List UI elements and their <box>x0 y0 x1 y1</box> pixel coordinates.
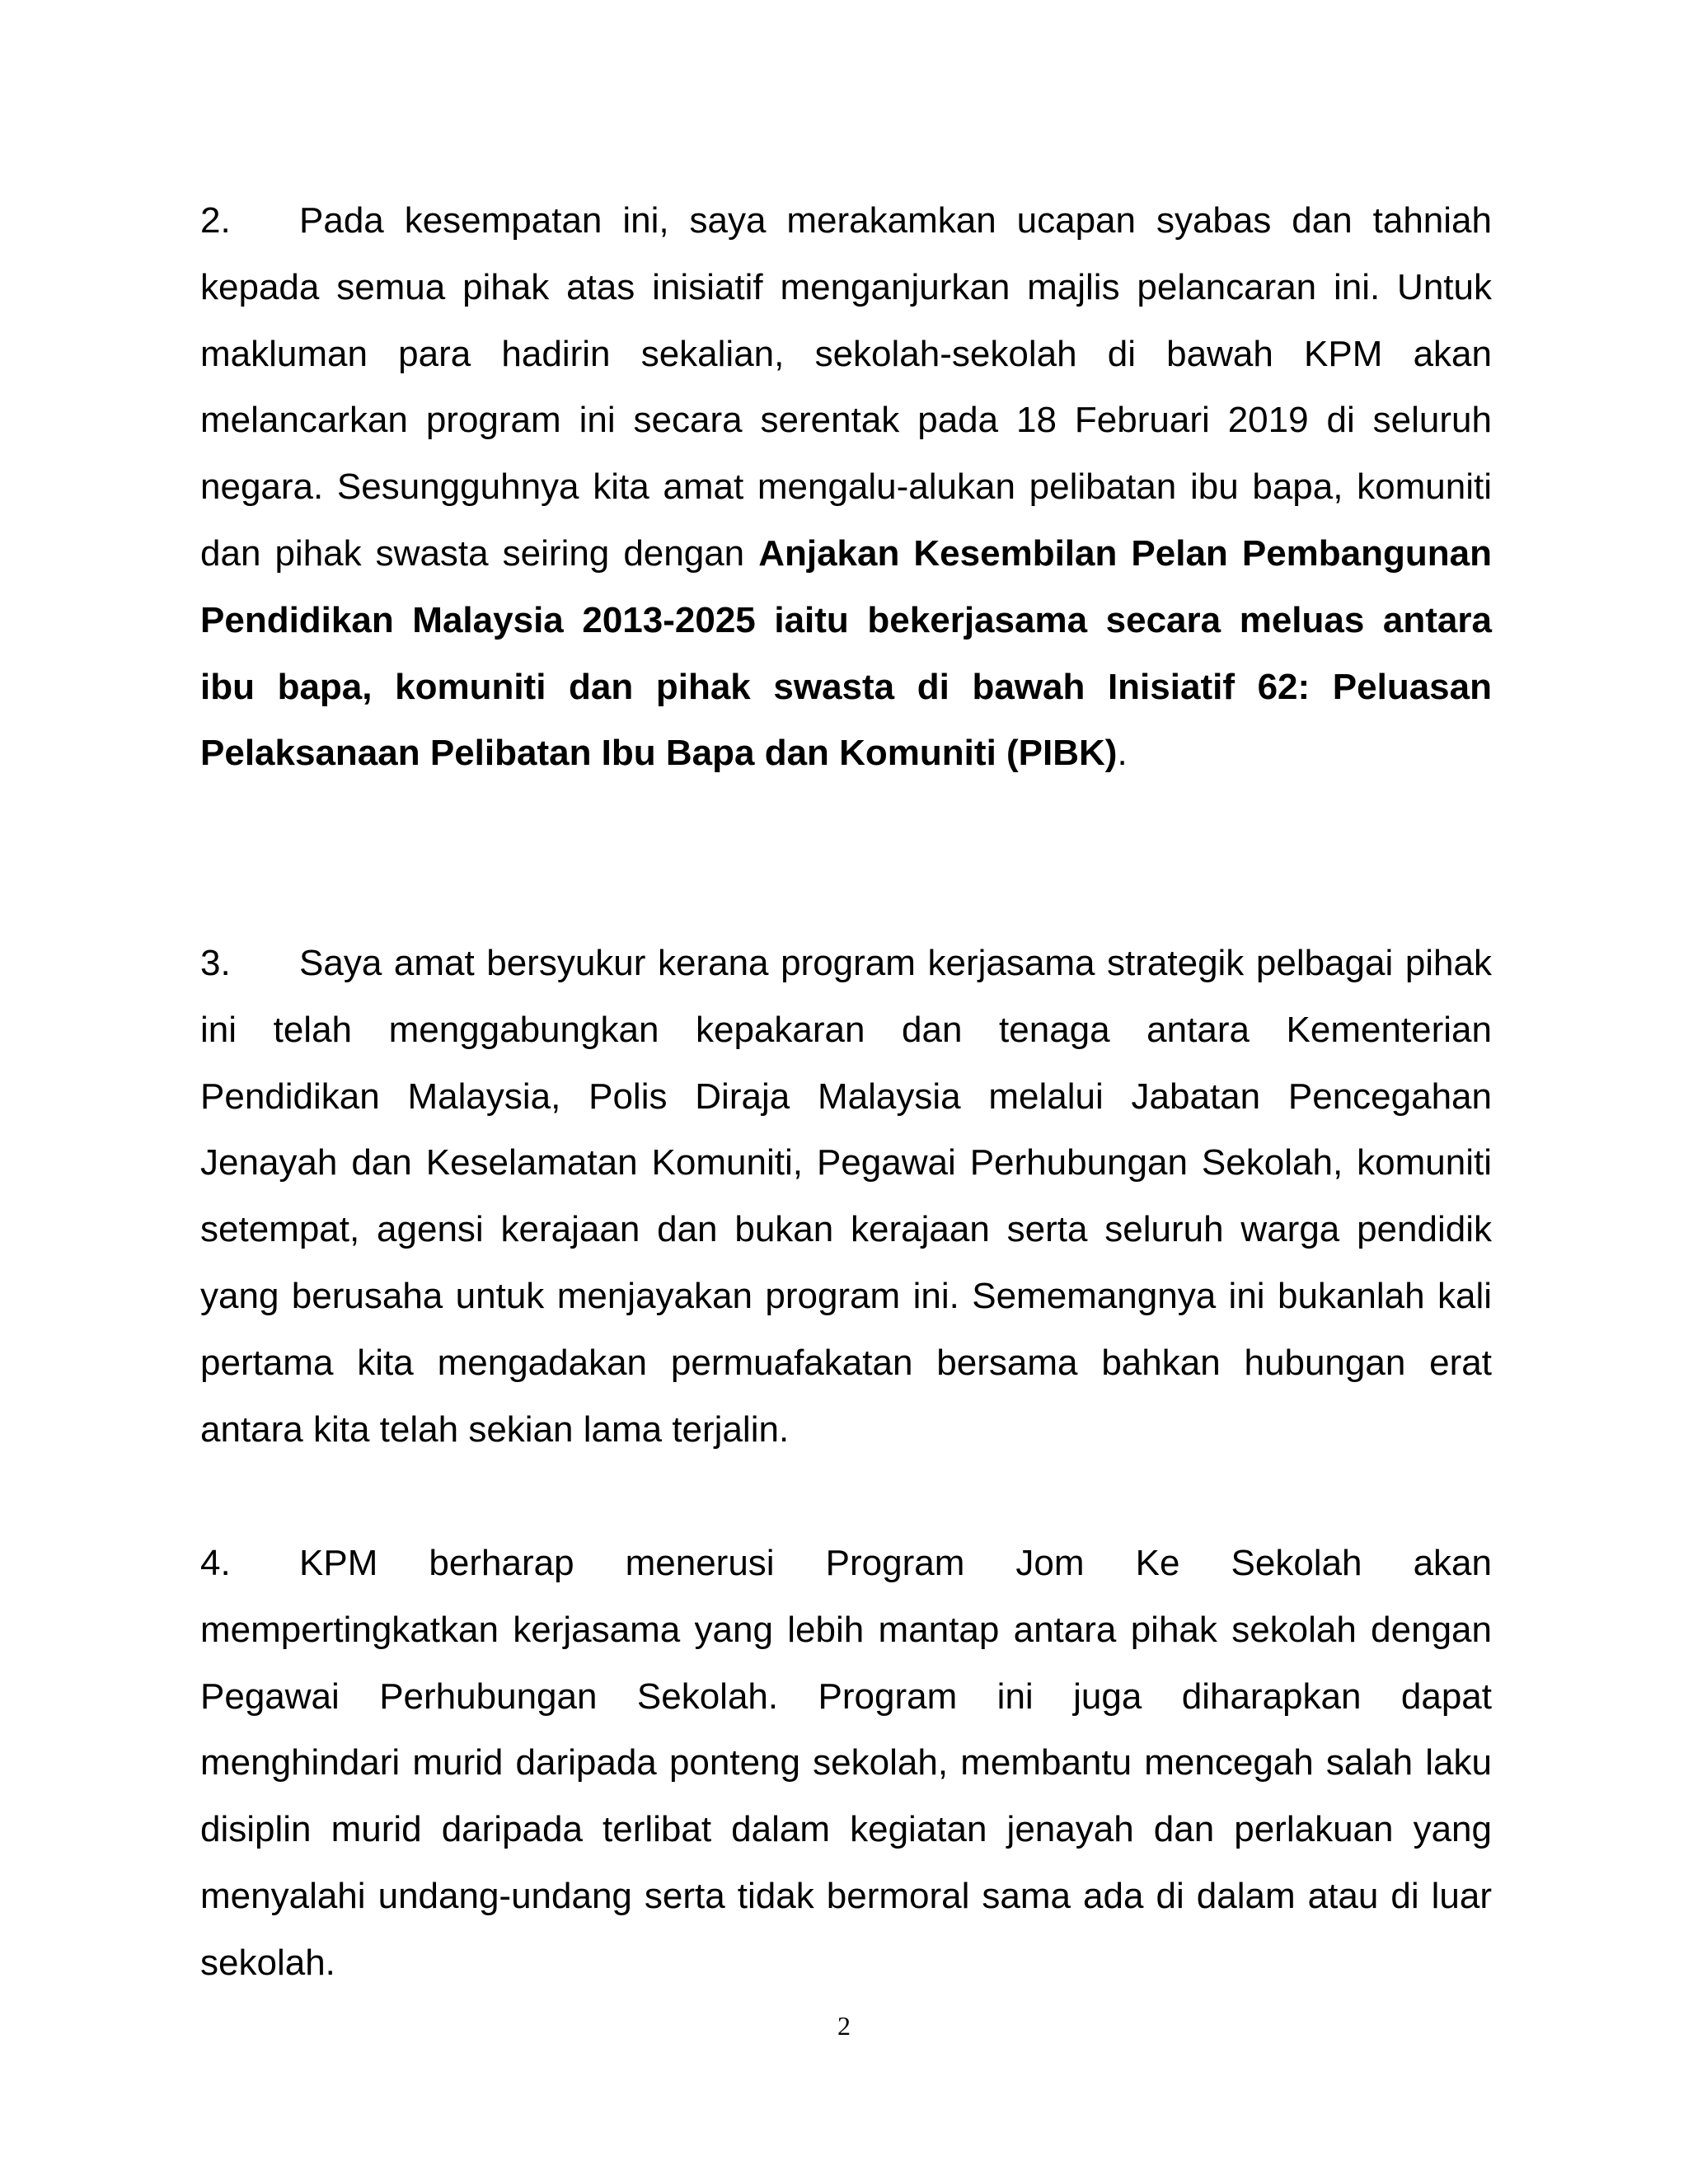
paragraph-4 <box>200 1530 1492 1997</box>
paragraph-number: 2. <box>200 200 231 241</box>
paragraph-number: 3. <box>200 943 231 983</box>
paragraph-text-end: . <box>1117 733 1128 774</box>
paragraph-text-first: KPM berharap menerusi Program Jom Ke Sekolah akan <box>299 1543 1492 1583</box>
paragraph-text: mempertingkatkan kerjasama yang lebih mantap antara pihak sekolah dengan Pegawai Perhubungan Sekolah. Program ini juga diharapkan dapat menghindari murid daripada ponteng sekolah, membantu mencegah salah laku disiplin murid daripada terlibat dalam kegiatan jenayah dan perlakuan yang menyalahi undang-undang serta tidak bermoral sama ada di dalam atau di luar sekolah. <box>200 1609 1492 1983</box>
paragraph-number: 4. <box>200 1543 231 1583</box>
paragraph-text: Pada kesempatan ini, saya merakamkan ucapan syabas dan tahniah kepada semua pihak atas inisiatif menganjurkan majlis pelancaran ini. Untuk makluman para hadirin sekalian, sekolah-sekolah di bawah KPM akan melancarkan program ini secara serentak pada 18 Februari 2019 di seluruh negara. Sesungguhnya kita amat mengalu-alukan pelibatan ibu bapa, komuniti dan pihak swasta seiring dengan <box>200 200 1492 574</box>
paragraph-text: Saya amat bersyukur kerana program kerjasama strategik pelbagai pihak ini telah menggabungkan kepakaran dan tenaga antara Kementerian Pendidikan Malaysia, Polis Diraja Malaysia melalui Jabatan Pencegahan Jenayah dan Keselamatan Komuniti, Pegawai Perhubungan Sekolah, komuniti setempat, agensi kerajaan dan bukan kerajaan serta seluruh warga pendidik yang berusaha untuk menjayakan program ini. Sememangnya ini bukanlah kali pertama kita mengadakan permuafakatan bersama bahkan hubungan erat antara kita telah sekian lama terjalin. <box>200 943 1492 1450</box>
paragraph-bold-text: Anjakan Kesembilan Pelan Pembangunan Pendidikan Malaysia 2013-2025 iaitu bekerjasama secara meluas antara ibu bapa, komuniti dan pihak swasta di bawah Inisiatif 62: Peluasan Pelaksanaan Pelibatan Ibu Bapa dan Komuniti (PIBK) <box>200 532 1492 774</box>
paragraph-first-line <box>200 1530 1492 1597</box>
paragraph-3 <box>200 930 1492 1463</box>
paragraph-2 <box>200 188 1492 787</box>
page-number: 2 <box>837 2011 851 2041</box>
